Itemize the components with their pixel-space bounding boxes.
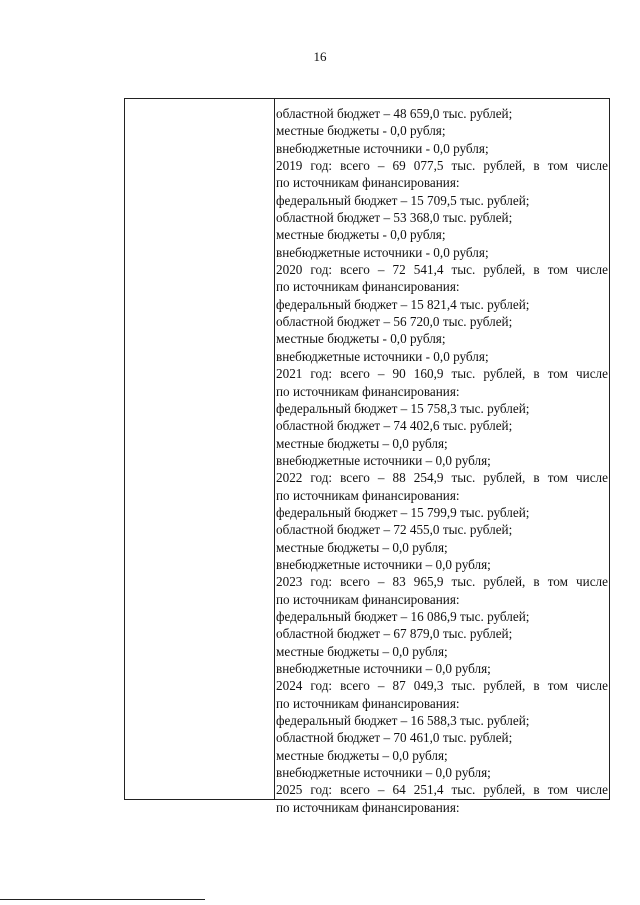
text-line: внебюджетные источники – 0,0 рубля;	[276, 556, 491, 572]
text-line: внебюджетные источники – 0,0 рубля;	[276, 661, 491, 676]
text-line: местные бюджеты – 0,0 рубля;	[276, 643, 448, 659]
text-line: по источникам финансирования:	[276, 799, 460, 815]
text-line: 2025 год: всего – 64 251,4 тыс. рублей, в том числе	[276, 782, 608, 798]
text-line: по источникам финансирования:	[276, 695, 460, 711]
text-line: 2022 год: всего – 88 254,9 тыс. рублей, в том числе	[276, 470, 608, 486]
text-line: 2020 год: всего – 72 541,4 тыс. рублей, в том числе	[276, 262, 608, 278]
text-line: внебюджетные источники – 0,0 рубля;	[276, 452, 491, 468]
text-line: областной бюджет – 67 879,0 тыс. рублей;	[276, 626, 513, 642]
text-line: федеральный бюджет – 16 588,3 тыс. рублей;	[276, 713, 530, 729]
text-line: 2019 год: всего – 69 077,5 тыс. рублей, в том числе	[276, 158, 608, 174]
text-line: внебюджетные источники - 0,0 рубля;	[276, 348, 489, 364]
text-line: по источникам финансирования:	[276, 279, 460, 295]
text-line: по источникам финансирования:	[276, 175, 460, 191]
text-line: по источникам финансирования:	[276, 383, 460, 399]
text-line: 2021 год: всего – 90 160,9 тыс. рублей, в том числе	[276, 366, 608, 382]
text-line: областной бюджет – 74 402,6 тыс. рублей;	[276, 418, 513, 434]
funding-table	[124, 98, 610, 815]
text-line: 2024 год: всего – 87 049,3 тыс. рублей, в том числе	[276, 678, 608, 694]
text-line: областной бюджет – 53 368,0 тыс. рублей;	[276, 210, 513, 226]
text-line: федеральный бюджет – 16 086,9 тыс. рублей;	[276, 608, 530, 624]
text-line: областной бюджет – 48 659,0 тыс. рублей;	[276, 106, 513, 121]
text-line: 2023 год: всего – 83 965,9 тыс. рублей, в том числе	[276, 574, 608, 590]
column-divider	[274, 99, 275, 799]
text-line: внебюджетные источники – 0,0 рубля;	[276, 765, 491, 781]
text-line: федеральный бюджет – 15 758,3 тыс. рублей;	[276, 400, 530, 416]
text-line: областной бюджет – 72 455,0 тыс. рублей;	[276, 522, 513, 538]
text-line: по источникам финансирования:	[276, 591, 460, 607]
text-line: внебюджетные источники - 0,0 рубля;	[276, 140, 489, 156]
footnote-rule	[0, 899, 205, 900]
text-line: федеральный бюджет – 15 799,9 тыс. рублей;	[276, 504, 530, 520]
text-line: местные бюджеты - 0,0 рубля;	[276, 123, 446, 139]
funding-text-cell	[276, 105, 608, 816]
text-line: областной бюджет – 70 461,0 тыс. рублей;	[276, 730, 513, 746]
text-line: местные бюджеты – 0,0 рубля;	[276, 435, 448, 451]
text-line: внебюджетные источники - 0,0 рубля;	[276, 244, 489, 260]
text-line: местные бюджеты - 0,0 рубля;	[276, 227, 446, 243]
text-line: областной бюджет – 56 720,0 тыс. рублей;	[276, 314, 513, 330]
page-number: 16	[313, 49, 327, 64]
text-line: местные бюджеты - 0,0 рубля;	[276, 331, 446, 347]
text-line: федеральный бюджет – 15 709,5 тыс. рублей;	[276, 192, 530, 208]
text-line: по источникам финансирования:	[276, 487, 460, 503]
text-line: местные бюджеты – 0,0 рубля;	[276, 747, 448, 763]
text-line: местные бюджеты – 0,0 рубля;	[276, 539, 448, 555]
text-line: федеральный бюджет – 15 821,4 тыс. рублей;	[276, 296, 530, 312]
